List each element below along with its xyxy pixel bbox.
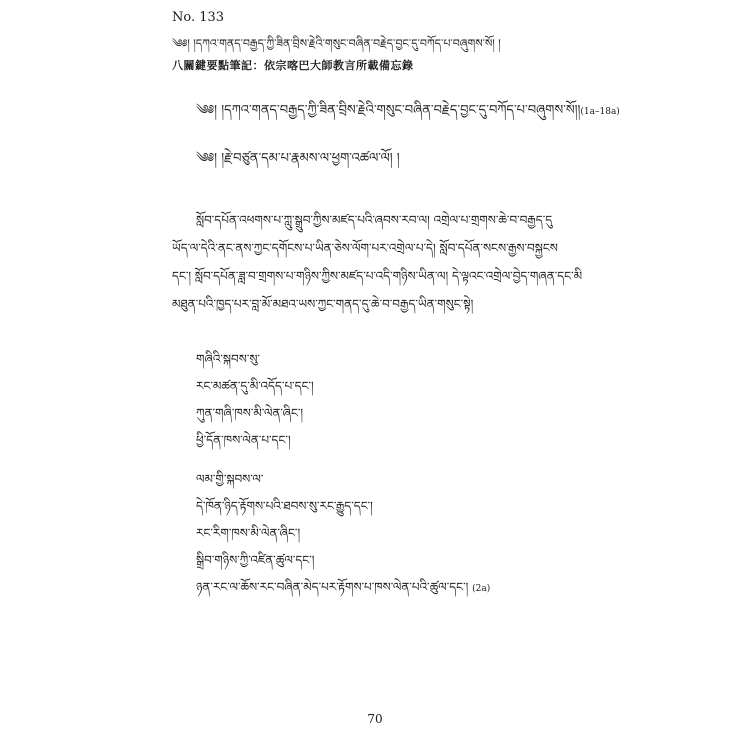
section-heading: གཞིའི་སྐབས་སུ་	[196, 352, 260, 366]
section-heading: ལམ་གྱི་སྐབས་ལ་	[196, 472, 264, 486]
paragraph-line: ཡོད་ལ་དེའི་ནང་ནས་ཀྱང་དགོངས་པ་ཡིན་ཅེས་ལོག་པར་འགྲེལ་པ་དེ། སློབ་དཔོན་སངས་རྒྱས་བསྐྱངས	[172, 241, 558, 255]
list-item	[196, 574, 490, 603]
homage-line: ༄༅། །རྗེ་བཙུན་དམ་པ་རྣམས་ལ་ཕྱག་འཚལ་ལོ། །	[196, 151, 400, 166]
list-item: ཕྱི་དོན་ཁས་ལེན་པ་དང་།	[196, 433, 291, 447]
text-title-tibetan: ༄༅། །དཀའ་གནད་བརྒྱད་ཀྱི་ཟིན་བྲིས་རྗེའི་གསུང་བཞིན་བརྗེད་བྱང་དུ་བཀོད་པ་བཞུགས་སོ།།	[196, 103, 581, 118]
list-item-text: ཉན་རང་ལ་ཆོས་རང་བཞིན་མེད་པར་རྟོགས་པ་ཁས་ལེན་པའི་ཚུལ་དང་།	[196, 580, 469, 594]
section-path	[196, 466, 490, 603]
section-ground	[196, 346, 314, 454]
list-item: སྒྲིབ་གཉིས་ཀྱི་འཛིན་ཚུལ་དང་།	[196, 553, 315, 567]
intro-paragraph	[172, 206, 592, 318]
list-item: རང་མཚན་དུ་མི་འདོད་པ་དང་།	[196, 379, 314, 393]
list-item: ཀུན་གཞི་ཁས་མི་ལེན་ཞིང་།	[196, 406, 304, 420]
folio-reference: (2a)	[472, 584, 491, 594]
list-item: དེ་ཁོན་ཉིད་རྟོགས་པའི་ཐབས་སུ་རང་རྒྱུད་དང་།	[196, 499, 373, 513]
text-number: No. 133	[172, 10, 225, 25]
paragraph-line: སློབ་དཔོན་འཕགས་པ་ཀླུ་སྒྲུབ་ཀྱིས་མཛད་པའི་ཞབས་རབ་ལ། འགྲེལ་པ་གྲགས་ཆེ་བ་བརྒྱད་དུ	[196, 213, 553, 227]
running-header-chinese: 八關鍵要點筆記：依宗喀巴大師教言所載備忘錄	[172, 59, 414, 72]
paragraph-line: དང་། སློབ་དཔོན་ཟླ་བ་གྲགས་པ་གཉིས་ཀྱིས་མཛད་པ་འདི་གཉིས་ཡིན་ལ། དེ་ལྟའང་འགྲེལ་བྱེད་གཞན་དང་མི	[172, 269, 583, 283]
list-item: རང་རིག་ཁས་མི་ལེན་ཞིང་།	[196, 526, 301, 540]
paragraph-line: མཐུན་པའི་ཁྱད་པར་བླ་མོ་མཐའ་ཡས་ཀྱང་གནད་དུ་ཆེ་བ་བརྒྱད་ཡིན་གསུང་སྟེ།	[172, 297, 474, 311]
running-header-tibetan: ༄༅། །དཀའ་གནད་བརྒྱད་ཀྱི་ཟིན་བྲིས་རྗེའི་གསུང་བཞིན་བརྗེད་བྱང་དུ་བཀོད་པ་བཞུགས་སོ། །	[172, 37, 501, 50]
folio-reference: (1a–18a)	[580, 107, 620, 117]
page-number: 70	[367, 712, 383, 726]
text-title	[196, 95, 620, 132]
